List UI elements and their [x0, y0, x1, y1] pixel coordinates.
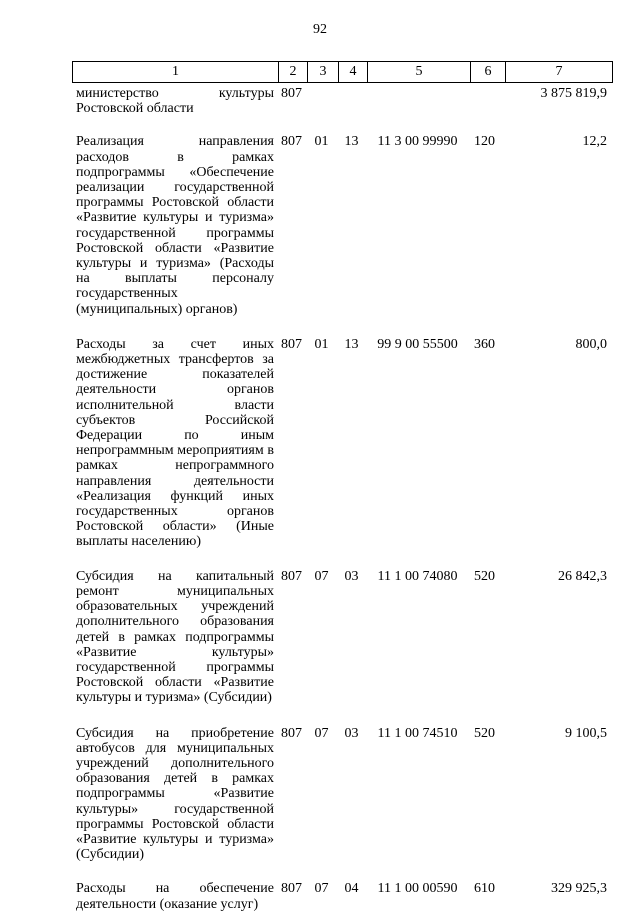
row-section: 07 [314, 725, 329, 741]
row-code: 807 [281, 134, 302, 150]
row-section: 07 [314, 568, 329, 584]
header-col-6: 6 [470, 62, 505, 82]
row-target-article: 11 1 00 74080 [377, 568, 458, 584]
row-subsection: 03 [344, 725, 359, 741]
row-subsection [337, 86, 366, 116]
table-row [72, 569, 613, 706]
header-col-2: 2 [278, 62, 307, 82]
row-subsection: 13 [344, 336, 359, 352]
table-header [72, 61, 613, 83]
row-section [306, 86, 337, 116]
header-col-5: 5 [367, 62, 470, 82]
table-body [72, 86, 613, 912]
row-amount: 800,0 [575, 336, 607, 352]
row-subsection: 03 [344, 568, 359, 584]
row-name: Расходы за счет иных межбюджетных трансфертов за достижение показателей деятельности органов исполнительной власти субъектов Российской Федерации по иным непрограммным мероприятиям в рамках непрограммного направления деятельности «Реализация функций иных государственных органов Ростовской области» (Иные выплаты населению) [76, 336, 274, 550]
row-expense-type: 610 [474, 881, 495, 897]
table-row [72, 86, 613, 116]
table-row [72, 337, 613, 550]
row-amount: 3 875 819,9 [540, 86, 607, 101]
row-expense-type: 360 [474, 336, 495, 352]
row-amount: 329 925,3 [551, 881, 607, 897]
row-amount: 12,2 [582, 134, 607, 150]
row-amount: 26 842,3 [558, 568, 607, 584]
header-col-7: 7 [505, 62, 612, 82]
row-target-article: 11 3 00 99990 [377, 134, 458, 150]
row-name: Реализация направления расходов в рамках подпрограммы «Обеспечение реализации государственной программы Ростовской области «Развитие культуры и туризма» государственной программы Ростовской области «Развитие культуры и туризма» (Расходы на выплаты персоналу государственных (муниципальных) органов) [76, 134, 274, 317]
row-target-article [366, 86, 469, 116]
row-target-article: 11 1 00 74510 [377, 725, 458, 741]
row-expense-type [469, 86, 504, 116]
row-code: 807 [281, 336, 302, 352]
row-amount: 9 100,5 [565, 725, 607, 741]
table-row [72, 134, 613, 316]
row-target-article: 99 9 00 55500 [377, 336, 458, 352]
row-section: 01 [314, 336, 329, 352]
row-code: 807 [281, 568, 302, 584]
row-subsection: 13 [344, 134, 359, 150]
table-row [72, 726, 613, 863]
row-name: Субсидия на приобретение автобусов для муниципальных учреждений дополнительного образования детей в рамках подпрограммы «Развитие культуры» государственной программы Ростовской области «Развитие культуры и туризма» (Субсидии) [76, 725, 274, 863]
row-expense-type: 520 [474, 725, 495, 741]
row-expense-type: 120 [474, 134, 495, 150]
row-section: 07 [314, 881, 329, 897]
header-col-3: 3 [307, 62, 338, 82]
row-subsection: 04 [344, 881, 359, 897]
row-name: Расходы на обеспечение деятельности (оказание услуг) [76, 881, 274, 912]
row-code: 807 [281, 86, 302, 101]
row-name: министерство культуры Ростовской области [76, 86, 274, 117]
row-section: 01 [314, 134, 329, 150]
row-name: Субсидия на капитальный ремонт муниципальных образовательных учреждений дополнительного образования детей в рамках подпрограммы «Развитие культуры» государственной программы Ростовской области «Развитие культуры и туризма» (Субсидии) [76, 568, 274, 706]
table-row [72, 881, 613, 911]
row-code: 807 [281, 725, 302, 741]
header-col-1: 1 [172, 64, 179, 79]
page-number: 92 [313, 22, 327, 37]
header-col-4: 4 [338, 62, 367, 82]
row-target-article: 11 1 00 00590 [377, 881, 458, 897]
row-code: 807 [281, 881, 302, 897]
row-expense-type: 520 [474, 568, 495, 584]
